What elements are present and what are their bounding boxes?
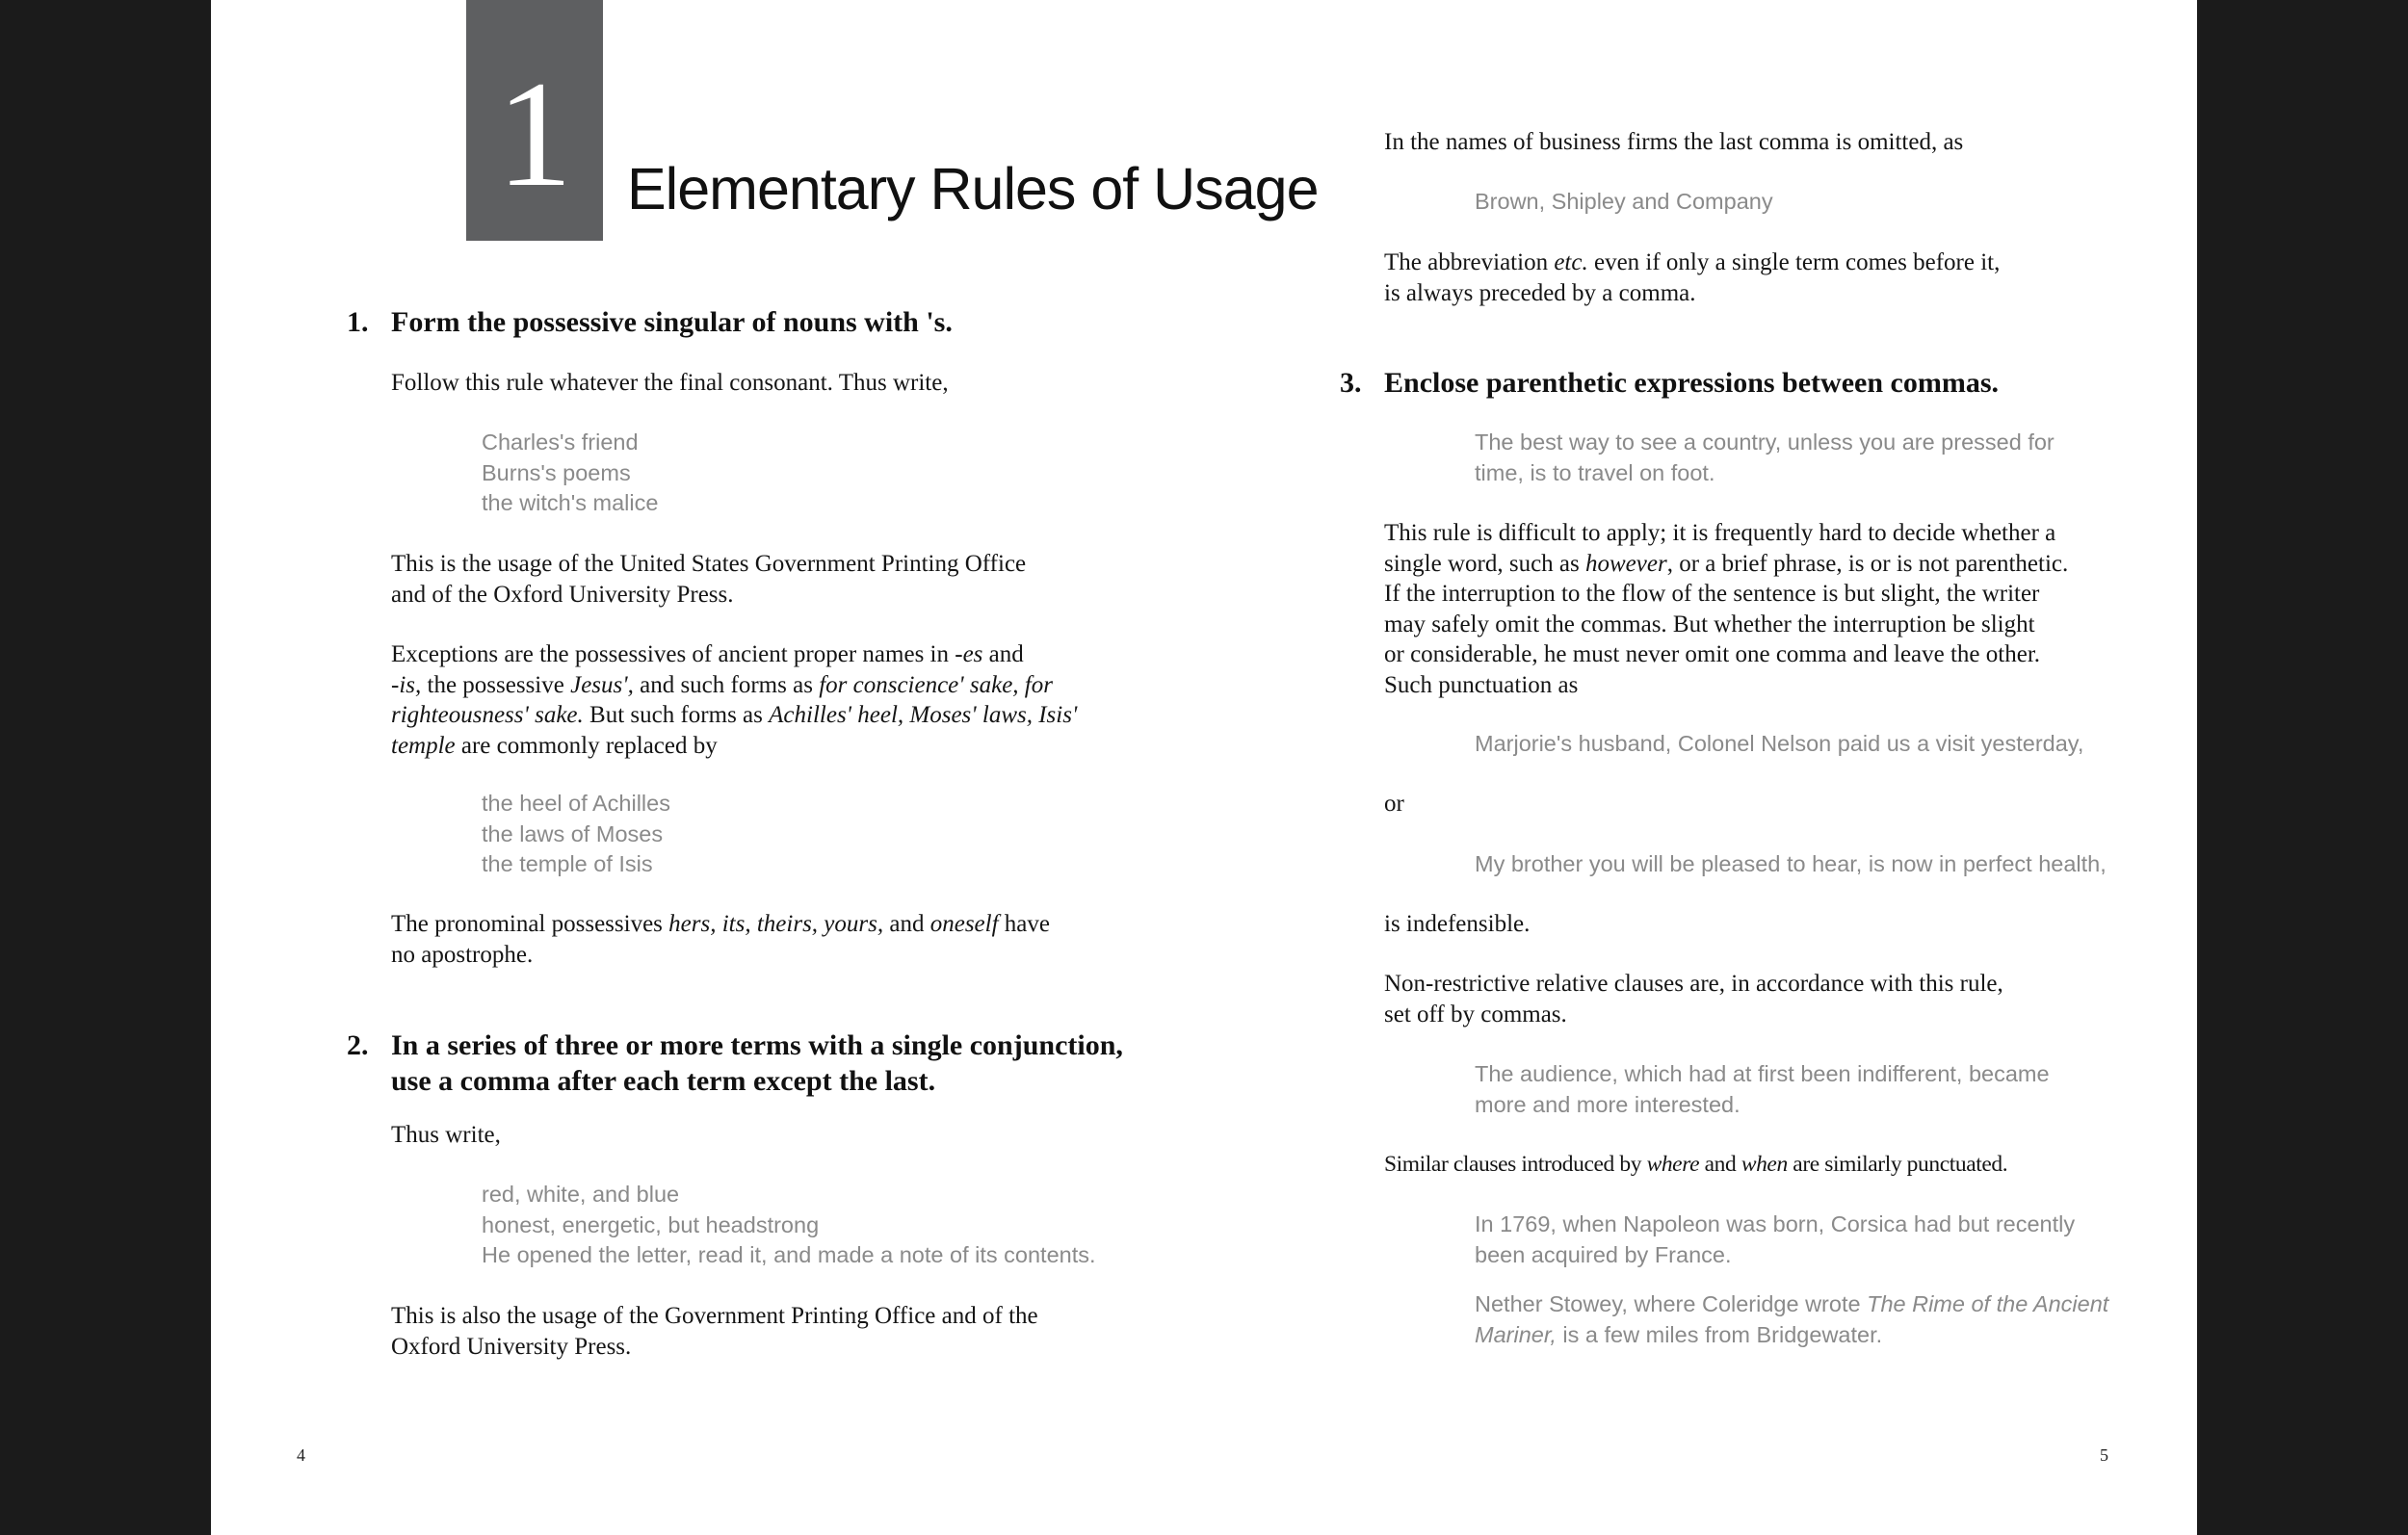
- example-line: been acquired by France.: [1475, 1241, 1732, 1267]
- rule-2-closing-paragraph: [391, 1301, 1038, 1362]
- example-line: He opened the letter, read it, and made a note of its contents.: [482, 1242, 1096, 1267]
- example-line: honest, energetic, but headstrong: [482, 1211, 820, 1237]
- rule-3-wrong-example-1: Marjorie's husband, Colonel Nelson paid us a visit yesterday,: [1475, 731, 2084, 756]
- paragraph-line: The pronominal possessives hers, its, theirs, yours, and oneself have: [391, 911, 1050, 937]
- rule-3-heading: Enclose parenthetic expressions between commas.: [1384, 367, 1999, 399]
- heading-line: use a comma after each term except the last.: [391, 1065, 936, 1097]
- paragraph-line: Exceptions are the possessives of ancient proper names in -es and: [391, 641, 1024, 667]
- left-page-number: 4: [297, 1445, 305, 1465]
- rule-2-examples: [482, 1180, 1096, 1271]
- non-restrictive-paragraph: [1384, 969, 2003, 1029]
- paragraph-line: and of the Oxford University Press.: [391, 581, 734, 608]
- rule-3-number: 3.: [1340, 367, 1362, 399]
- business-firms-text: In the names of business firms the last comma is omitted, as: [1384, 129, 1964, 155]
- rule-2-intro: Thus write,: [391, 1122, 501, 1148]
- audience-example: [1475, 1059, 2050, 1120]
- example-line: more and more interested.: [1475, 1091, 1741, 1117]
- paragraph-line: no apostrophe.: [391, 941, 534, 968]
- example-line: the temple of Isis: [482, 851, 653, 876]
- paragraph-line: This is the usage of the United States Government Printing Office: [391, 551, 1027, 577]
- business-example: Brown, Shipley and Company: [1475, 189, 1773, 214]
- book-spread: [211, 0, 2197, 1535]
- paragraph-line: Oxford University Press.: [391, 1333, 632, 1360]
- paragraph-line: set off by commas.: [1384, 1001, 1567, 1028]
- example-line: Nether Stowey, where Coleridge wrote The Rime of the Ancient: [1475, 1291, 2109, 1316]
- paragraph-line: righteousness' sake. But such forms as Achilles' heel, Moses' laws, Isis': [391, 702, 1078, 728]
- paragraph-line: Such punctuation as: [1384, 671, 1579, 698]
- rule-1-usage-paragraph: [391, 549, 1026, 610]
- rule-1-replacements: [482, 789, 670, 880]
- paragraph-line: This is also the usage of the Government Printing Office and of the: [391, 1303, 1038, 1329]
- example-line: red, white, and blue: [482, 1182, 680, 1207]
- chapter-number: 1: [496, 50, 573, 219]
- rule-1-intro: Follow this rule whatever the final consonant. Thus write,: [391, 370, 949, 396]
- rule-1-number: 1.: [347, 306, 369, 338]
- right-page-number: 5: [2100, 1445, 2108, 1465]
- example-line: In 1769, when Napoleon was born, Corsica had but recently: [1475, 1211, 2076, 1236]
- indefensible-text: is indefensible.: [1384, 911, 1531, 937]
- heading-line: In a series of three or more terms with a single conjunction,: [391, 1029, 1123, 1061]
- chapter-number-block: [466, 0, 603, 241]
- example-line: The best way to see a country, unless you are pressed for: [1475, 429, 2055, 455]
- paragraph-line: Non-restrictive relative clauses are, in accordance with this rule,: [1384, 971, 2003, 997]
- chapter-title: Elementary Rules of Usage: [627, 156, 1319, 221]
- paragraph-line: or considerable, he must never omit one comma and leave the other.: [1384, 641, 2041, 667]
- example-line: the laws of Moses: [482, 820, 664, 846]
- example-line: Mariner, is a few miles from Bridgewater.: [1475, 1321, 1883, 1347]
- paragraph-line: This rule is difficult to apply; it is frequently hard to decide whether a: [1384, 520, 2056, 546]
- similar-clauses-text: Similar clauses introduced by where and when are similarly punctuated.: [1384, 1152, 2008, 1177]
- paragraph-line: The abbreviation etc. even if only a single term comes before it,: [1384, 249, 2001, 275]
- rule-1-heading: Form the possessive singular of nouns with 's.: [391, 306, 953, 338]
- paragraph-line: temple are commonly replaced by: [391, 732, 718, 759]
- etc-paragraph: [1384, 247, 2000, 308]
- example-line: Charles's friend: [482, 429, 639, 455]
- paragraph-line: If the interruption to the flow of the sentence is but slight, the writer: [1384, 581, 2040, 607]
- stowey-example: [1475, 1289, 2108, 1350]
- rule-1-pronominal-paragraph: [391, 909, 1050, 970]
- rule-2-heading: [391, 1028, 1123, 1099]
- rule-3-wrong-example-2: My brother you will be pleased to hear, is now in perfect health,: [1475, 851, 2107, 876]
- or-text: or: [1384, 791, 1404, 817]
- rule-1-examples: [482, 428, 658, 519]
- napoleon-example: [1475, 1210, 2075, 1270]
- example-line: The audience, which had at first been indifferent, became: [1475, 1061, 2050, 1086]
- paragraph-line: is always preceded by a comma.: [1384, 279, 1696, 306]
- example-line: the heel of Achilles: [482, 791, 670, 816]
- rule-3-example-1: [1475, 428, 2055, 488]
- paragraph-line: -is, the possessive Jesus', and such forms as for conscience' sake, for: [391, 671, 1053, 698]
- paragraph-line: single word, such as however, or a brief phrase, is or is not parenthetic.: [1384, 550, 2069, 577]
- paragraph-line: may safely omit the commas. But whether the interruption be slight: [1384, 611, 2035, 637]
- example-line: time, is to travel on foot.: [1475, 459, 1715, 485]
- rule-1-exceptions-paragraph: [391, 639, 1077, 761]
- rule-2-number: 2.: [347, 1029, 369, 1061]
- example-line: the witch's malice: [482, 490, 659, 515]
- example-line: Burns's poems: [482, 459, 631, 485]
- rule-3-paragraph: [1384, 518, 2068, 700]
